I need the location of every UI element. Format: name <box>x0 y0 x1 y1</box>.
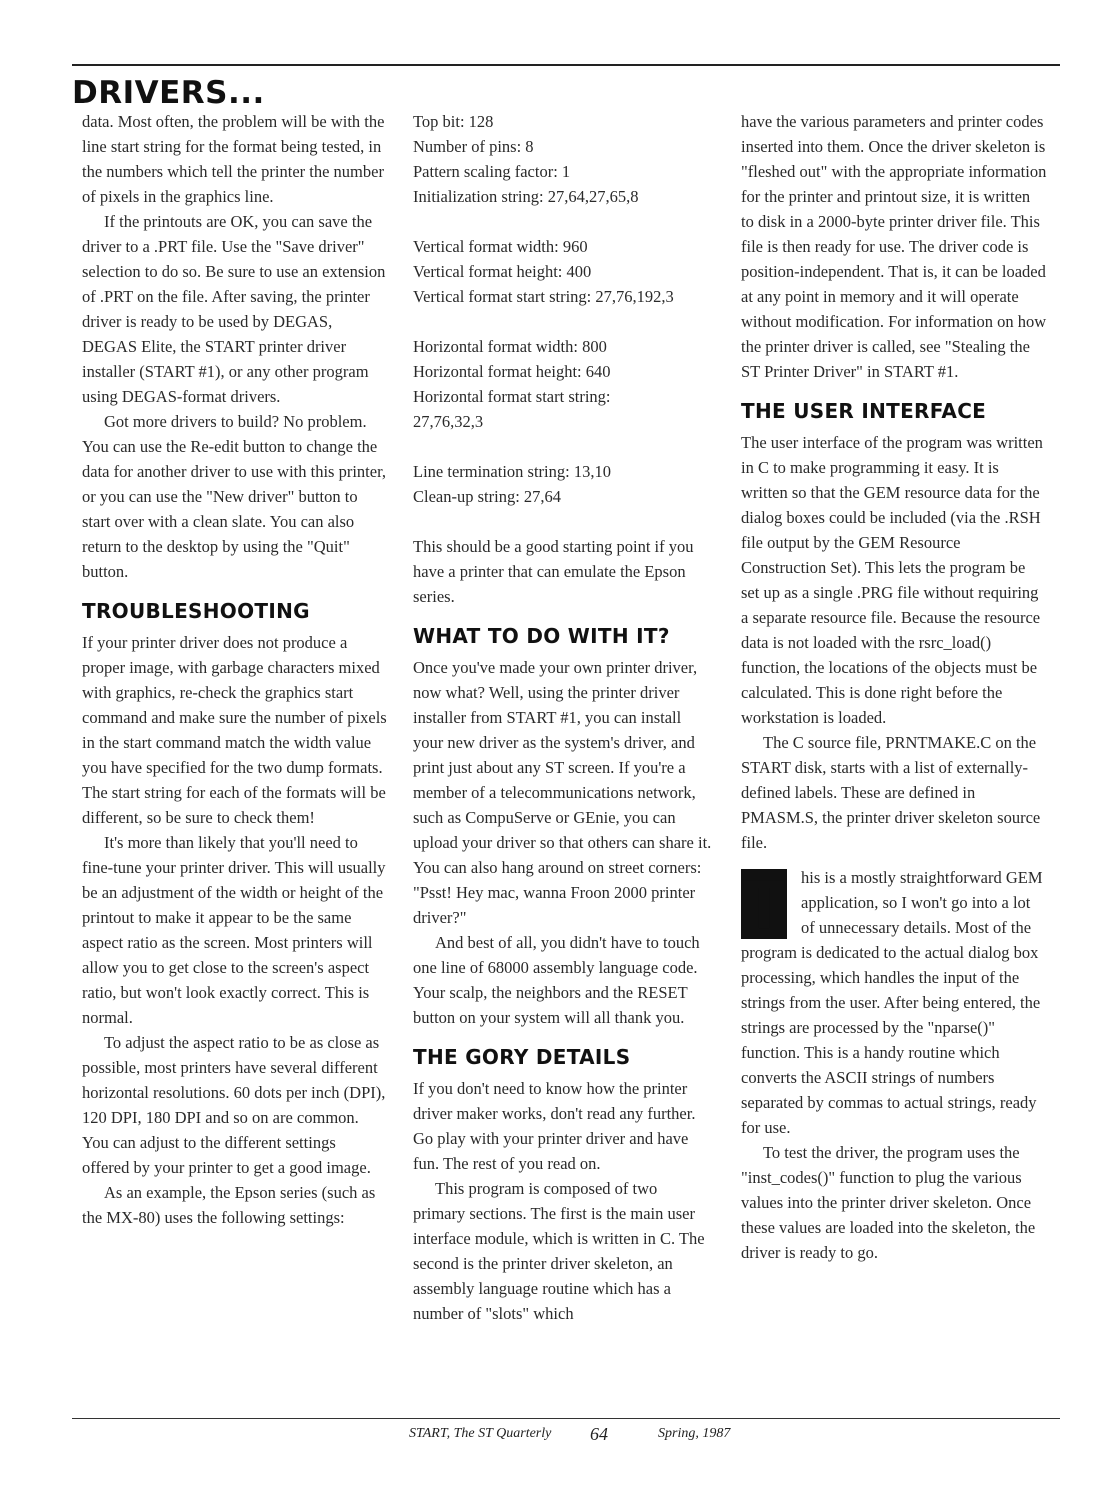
paragraph: To test the driver, the program uses the "inst_codes()" function to plug the various values into the printer driver skeleton. Once these values are loaded into the skeleton, the driver is ready to go. <box>741 1143 1036 1262</box>
paragraph: Once you've made your own printer driver, now what? Well, using the printer driver installer from START #1, you can install your new driver as the system's driver, and print just about any ST screen. If you're a member of a telecommunications network, such as CompuServe or GEnie, you can upload your driver so that others can share it. You can also hang around on street corners: "Psst! Hey mac, wanna Froon 2000 printer driver?" <box>413 658 712 927</box>
paragraph: If the printouts are OK, you can save the driver to a .PRT file. Use the "Save driver" selection to do so. Be sure to use an extension of .PRT on the file. After saving, the printer driver is ready to be used by DEGAS, DEGAS Elite, the START printer driver installer (START #1), or any other program using DEGAS-format drivers. <box>82 212 386 406</box>
setting-line: Line termination string: 13,10 <box>413 462 611 481</box>
paragraph: The C source file, PRNTMAKE.C on the START disk, starts with a list of externally-defined labels. These are defined in PMASM.S, the printer driver skeleton source file. <box>741 733 1041 852</box>
setting-line: Vertical format width: 960 <box>413 237 588 256</box>
paragraph: To adjust the aspect ratio to be as close as possible, most printers have several different horizontal resolutions. 60 dots per inch (DPI), 120 DPI, 180 DPI and so on are common. You can adjust to the different settings offered by your printer to get a good image. <box>82 1033 386 1177</box>
bottom-rule <box>72 1418 1060 1419</box>
heading-gory-details: THE GORY DETAILS <box>413 1045 631 1069</box>
paragraph: It's more than likely that you'll need to fine-tune your printer driver. This will usually be an adjustment of the width or height of the printout to make it appear to be the same aspect ratio as the screen. Most printers will allow you to get close to the screen's aspect ratio, but won't look exactly correct. This is normal. <box>82 833 386 1027</box>
dropcap-paragraph-text: his is a mostly straightforward GEM application, so I won't go into a lot of unnecessary details. Most of the program is dedicated to the actual dialog box processing, which handles the input of the strings from the user. After being entered, the strings are processed by the "nparse()" function. This is a handy routine which converts the ASCII strings of numbers separated by commas to actual strings, ready for use. <box>741 868 1043 1137</box>
paragraph: This should be a good starting point if you have a printer that can emulate the Epson series. <box>413 537 694 606</box>
paragraph-with-dropcap <box>741 865 1047 1140</box>
setting-line: Horizontal format start string: <box>413 387 611 406</box>
setting-line: Vertical format height: 400 <box>413 262 592 281</box>
heading-troubleshooting: TROUBLESHOOTING <box>82 599 310 623</box>
footer-publication: START, The ST Quarterly <box>409 1426 552 1441</box>
dropcap-letter: T <box>742 865 786 943</box>
paragraph: If your printer driver does not produce a proper image, with garbage characters mixed with graphics, re-check the graphics start command and make sure the number of pixels in the start command match the width value you have specified for the two dump formats. The start string for each of the formats will be different, so be sure to check them! <box>82 633 387 827</box>
paragraph: If you don't need to know how the printer driver maker works, don't read any further. Go play with your printer driver and have fun. The rest of you read on. <box>413 1079 696 1173</box>
paragraph: As an example, the Epson series (such as the MX-80) uses the following settings: <box>82 1183 376 1227</box>
paragraph: Got more drivers to build? No problem. You can use the Re-edit button to change the data for another driver to use with this printer, or you can use the "New driver" button to start over with a clean slate. You can also return to the desktop by using the "Quit" button. <box>82 412 387 581</box>
heading-user-interface: THE USER INTERFACE <box>741 399 987 423</box>
paragraph: have the various parameters and printer codes inserted into them. Once the driver skeleton is "fleshed out" with the appropriate information for the printer and printout size, it is written to disk in a 2000-byte printer driver file. This file is then ready for use. The driver code is position-independent. That is, it can be loaded at any point in memory and it will operate without modification. For information on how the printer driver is called, see "Stealing the ST Printer Driver" in START #1. <box>741 112 1047 381</box>
setting-line: 27,76,32,3 <box>413 412 484 431</box>
footer-page-number: 64 <box>590 1424 608 1444</box>
page-title: DRIVERS... <box>72 75 265 111</box>
column-1 <box>82 109 387 1230</box>
setting-line: Pattern scaling factor: 1 <box>413 162 571 181</box>
setting-line: Top bit: 128 <box>413 112 494 131</box>
top-rule <box>72 64 1060 66</box>
setting-line: Initialization string: 27,64,27,65,8 <box>413 187 639 206</box>
setting-line: Vertical format start string: 27,76,192,3 <box>413 287 674 306</box>
setting-line: Horizontal format width: 800 <box>413 337 607 356</box>
setting-line: Number of pins: 8 <box>413 137 534 156</box>
paragraph: This program is composed of two primary sections. The first is the main user interface module, which is written in C. The second is the printer driver skeleton, an assembly language routine which has a number of "slots" which <box>413 1179 705 1323</box>
column-3 <box>741 109 1047 1265</box>
paragraph: data. Most often, the problem will be with the line start string for the format being tested, in the numbers which tell the printer the number of pixels in the graphics line. <box>82 112 385 206</box>
column-2 <box>413 109 713 1326</box>
paragraph: The user interface of the program was written in C to make programming it easy. It is written so that the GEM resource data for the dialog boxes could be included (via the .RSH file output by the GEM Resource Construction Set). This lets the program be set up as a single .PRG file without requiring a separate resource file. Because the resource data is not loaded with the rsrc_load() function, the locations of the objects must be calculated. This is done right before the workstation is loaded. <box>741 433 1043 727</box>
setting-line: Horizontal format height: 640 <box>413 362 611 381</box>
setting-line: Clean-up string: 27,64 <box>413 487 562 506</box>
dropcap <box>741 865 787 943</box>
paragraph: And best of all, you didn't have to touch one line of 68000 assembly language code. Your scalp, the neighbors and the RESET button on your system will all thank you. <box>413 933 700 1027</box>
footer-issue: Spring, 1987 <box>658 1426 731 1441</box>
heading-what-to-do: WHAT TO DO WITH IT? <box>413 624 670 648</box>
